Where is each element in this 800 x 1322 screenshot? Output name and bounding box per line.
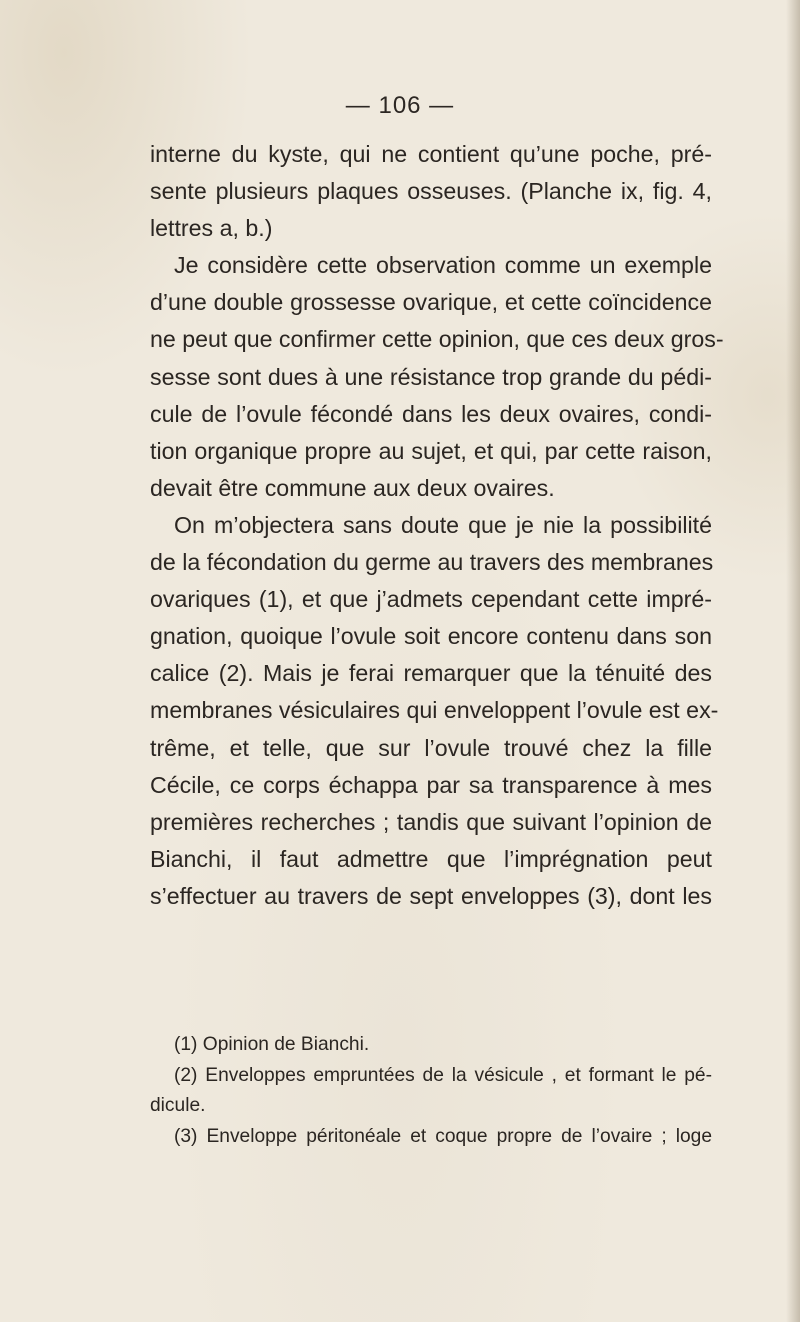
text-line: ne peut que confirmer cette opinion, que ces deux gros- — [150, 326, 724, 353]
footnotes — [150, 1030, 712, 1152]
text-line: gnation, quoique l’ovule soit encore contenu dans son — [150, 623, 712, 650]
text-line: sesse sont dues à une résistance trop grande du pédi- — [150, 363, 712, 390]
text-line: s’effectuer au travers de sept enveloppes (3), dont les — [150, 882, 712, 909]
text-line: devait être commune aux deux ovaires. — [150, 474, 555, 501]
text-line: calice (2). Mais je ferai remarquer que la ténuité des — [150, 660, 712, 687]
footnote-line: (1) Opinion de Bianchi. — [174, 1034, 370, 1055]
text-line: Cécile, ce corps échappa par sa transparence à mes — [150, 771, 712, 798]
text-line: sente plusieurs plaques osseuses. (Planche ix, fig. 4, — [150, 178, 712, 205]
footnote-line: (3) Enveloppe péritonéale et coque propre de l’ovaire ; loge — [174, 1125, 712, 1147]
page-number: — 106 — — [345, 92, 455, 119]
footnote-line: dicule. — [150, 1095, 206, 1116]
text-line: ovariques (1), et que j’admets cependant cette impré- — [150, 586, 712, 613]
text-line: Bianchi, il faut admettre que l’imprégnation peut — [150, 845, 712, 872]
text-line: cule de l’ovule fécondé dans les deux ovaires, condi- — [150, 400, 712, 427]
text-line: membranes vésiculaires qui enveloppent l’ovule est ex- — [150, 697, 719, 724]
text-line: premières recherches ; tandis que suivant l’opinion de — [150, 808, 712, 835]
text-line: lettres a, b.) — [150, 215, 273, 242]
text-line: tion organique propre au sujet, et qui, par cette raison, — [150, 437, 712, 464]
text-line: d’une double grossesse ovarique, et cette coïncidence — [150, 289, 712, 316]
text-line: On m’objectera sans doute que je nie la possibilité — [174, 511, 712, 538]
page-edge-shadow — [786, 0, 800, 1322]
text-line: de la fécondation du germe au travers des membranes — [150, 549, 714, 576]
footnote-line: (2) Enveloppes empruntées de la vésicule , et formant le pé- — [174, 1064, 712, 1086]
text-line: Je considère cette observation comme un exemple — [174, 252, 712, 279]
text-line: trême, et telle, que sur l’ovule trouvé chez la fille — [150, 734, 712, 761]
text-line: interne du kyste, qui ne contient qu’une poche, pré- — [150, 141, 712, 167]
body-text — [150, 136, 724, 915]
